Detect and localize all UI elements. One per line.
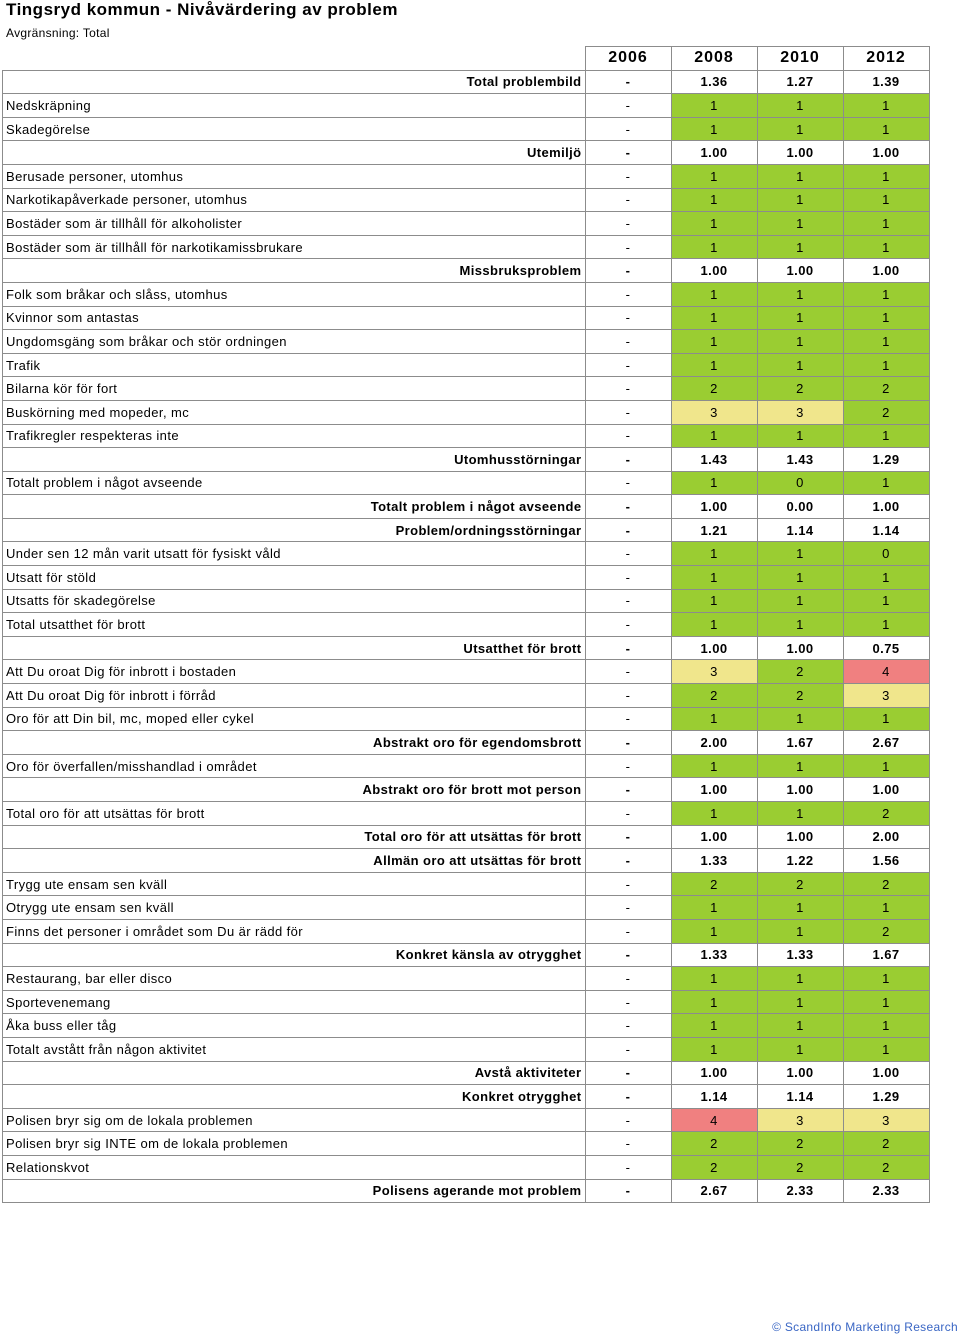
- value-cell-2012: 3: [843, 684, 929, 708]
- value-cell-2008: 1: [671, 1037, 757, 1061]
- row-label: Att Du oroat Dig för inbrott i förråd: [3, 684, 586, 708]
- value-cell-2006: -: [585, 212, 671, 236]
- row-label: Abstrakt oro för brott mot person: [3, 778, 586, 802]
- row-label: Oro för att Din bil, mc, moped eller cykel: [3, 707, 586, 731]
- value-cell-2008: 1.14: [671, 1085, 757, 1109]
- value-cell-2010: 1: [757, 919, 843, 943]
- value-cell-2008: 1: [671, 919, 757, 943]
- summary-row: [3, 70, 930, 94]
- table-row: [3, 542, 930, 566]
- value-cell-2008: 1: [671, 282, 757, 306]
- value-cell-2012: 2: [843, 377, 929, 401]
- row-label: Total oro för att utsättas för brott: [3, 825, 586, 849]
- value-cell-2008: 2: [671, 1155, 757, 1179]
- value-cell-2010: 1: [757, 613, 843, 637]
- summary-row: [3, 259, 930, 283]
- summary-row: [3, 849, 930, 873]
- value-cell-2012: 1.00: [843, 495, 929, 519]
- row-label: Narkotikapåverkade personer, utomhus: [3, 188, 586, 212]
- value-cell-2010: 1: [757, 424, 843, 448]
- row-label: Avstå aktiviteter: [3, 1061, 586, 1085]
- row-label: Bostäder som är tillhåll för narkotikamissbrukare: [3, 235, 586, 259]
- summary-row: [3, 518, 930, 542]
- value-cell-2006: -: [585, 353, 671, 377]
- value-cell-2006: -: [585, 306, 671, 330]
- row-label: Trygg ute ensam sen kväll: [3, 872, 586, 896]
- value-cell-2006: -: [585, 1179, 671, 1203]
- value-cell-2012: 0.75: [843, 636, 929, 660]
- value-cell-2012: 2: [843, 1155, 929, 1179]
- value-cell-2008: 1: [671, 235, 757, 259]
- value-cell-2006: -: [585, 188, 671, 212]
- summary-row: [3, 495, 930, 519]
- value-cell-2006: -: [585, 377, 671, 401]
- value-cell-2008: 2: [671, 872, 757, 896]
- value-cell-2010: 1.14: [757, 1085, 843, 1109]
- row-label: Nedskräpning: [3, 94, 586, 118]
- value-cell-2006: -: [585, 94, 671, 118]
- summary-row: [3, 141, 930, 165]
- value-cell-2006: -: [585, 566, 671, 590]
- row-label: Totalt problem i något avseende: [3, 471, 586, 495]
- year-header-2012: 2012: [843, 47, 929, 71]
- value-cell-2008: 2: [671, 377, 757, 401]
- value-cell-2010: 1: [757, 164, 843, 188]
- year-header-spacer: [3, 47, 586, 71]
- value-cell-2008: 1: [671, 967, 757, 991]
- value-cell-2006: -: [585, 259, 671, 283]
- table-row: [3, 1132, 930, 1156]
- value-cell-2006: -: [585, 589, 671, 613]
- value-cell-2008: 1: [671, 566, 757, 590]
- summary-row: [3, 943, 930, 967]
- row-label: Buskörning med mopeder, mc: [3, 400, 586, 424]
- value-cell-2008: 1: [671, 613, 757, 637]
- value-cell-2012: 1.56: [843, 849, 929, 873]
- value-cell-2010: 1: [757, 754, 843, 778]
- value-cell-2012: 1: [843, 306, 929, 330]
- value-cell-2008: 1: [671, 802, 757, 826]
- value-cell-2006: -: [585, 1037, 671, 1061]
- value-cell-2008: 3: [671, 400, 757, 424]
- value-cell-2008: 1: [671, 188, 757, 212]
- value-cell-2006: -: [585, 235, 671, 259]
- summary-row: [3, 1179, 930, 1203]
- table-row: [3, 967, 930, 991]
- year-header-row: [3, 47, 930, 71]
- row-label: Konkret känsla av otrygghet: [3, 943, 586, 967]
- value-cell-2006: -: [585, 754, 671, 778]
- value-cell-2010: 1.67: [757, 731, 843, 755]
- row-label: Kvinnor som antastas: [3, 306, 586, 330]
- table-row: [3, 896, 930, 920]
- row-label: Restaurang, bar eller disco: [3, 967, 586, 991]
- value-cell-2006: -: [585, 141, 671, 165]
- value-cell-2010: 1: [757, 990, 843, 1014]
- table-row: [3, 212, 930, 236]
- value-cell-2006: -: [585, 518, 671, 542]
- value-cell-2010: 1: [757, 1014, 843, 1038]
- value-cell-2010: 2: [757, 1155, 843, 1179]
- value-cell-2006: -: [585, 613, 671, 637]
- value-cell-2006: -: [585, 1061, 671, 1085]
- summary-row: [3, 778, 930, 802]
- row-label: Att Du oroat Dig för inbrott i bostaden: [3, 660, 586, 684]
- value-cell-2008: 1: [671, 306, 757, 330]
- value-cell-2012: 1: [843, 566, 929, 590]
- table-row: [3, 94, 930, 118]
- value-cell-2010: 1: [757, 566, 843, 590]
- value-cell-2006: -: [585, 707, 671, 731]
- row-label: Under sen 12 mån varit utsatt för fysiskt våld: [3, 542, 586, 566]
- value-cell-2012: 1.39: [843, 70, 929, 94]
- value-cell-2008: 1: [671, 896, 757, 920]
- table-row: [3, 613, 930, 637]
- value-cell-2010: 1: [757, 542, 843, 566]
- row-label: Åka buss eller tåg: [3, 1014, 586, 1038]
- value-cell-2008: 1: [671, 589, 757, 613]
- value-cell-2008: 2: [671, 684, 757, 708]
- value-cell-2006: -: [585, 164, 671, 188]
- value-cell-2006: -: [585, 731, 671, 755]
- value-cell-2006: -: [585, 896, 671, 920]
- row-label: Total problembild: [3, 70, 586, 94]
- table-row: [3, 424, 930, 448]
- value-cell-2012: 1: [843, 94, 929, 118]
- value-cell-2010: 1.00: [757, 1061, 843, 1085]
- table-row: [3, 1014, 930, 1038]
- value-cell-2006: -: [585, 424, 671, 448]
- value-cell-2010: 3: [757, 400, 843, 424]
- table-row: [3, 684, 930, 708]
- value-cell-2012: 1.00: [843, 778, 929, 802]
- row-label: Utemiljö: [3, 141, 586, 165]
- value-cell-2008: 1: [671, 117, 757, 141]
- table-row: [3, 660, 930, 684]
- value-cell-2010: 0: [757, 471, 843, 495]
- problem-level-table: [2, 46, 930, 1203]
- value-cell-2012: 1: [843, 282, 929, 306]
- row-label: Bilarna kör för fort: [3, 377, 586, 401]
- value-cell-2012: 1: [843, 471, 929, 495]
- value-cell-2012: 1: [843, 754, 929, 778]
- table-row: [3, 1108, 930, 1132]
- row-label: Finns det personer i området som Du är rädd för: [3, 919, 586, 943]
- value-cell-2008: 1: [671, 707, 757, 731]
- row-label: Problem/ordningsstörningar: [3, 518, 586, 542]
- value-cell-2006: -: [585, 448, 671, 472]
- value-cell-2012: 1.29: [843, 1085, 929, 1109]
- value-cell-2008: 1: [671, 164, 757, 188]
- row-label: Utsatt för stöld: [3, 566, 586, 590]
- table-row: [3, 1155, 930, 1179]
- value-cell-2012: 1: [843, 990, 929, 1014]
- value-cell-2006: -: [585, 943, 671, 967]
- year-header-2006: 2006: [585, 47, 671, 71]
- row-label: Utomhusstörningar: [3, 448, 586, 472]
- value-cell-2010: 1.27: [757, 70, 843, 94]
- value-cell-2012: 1: [843, 1014, 929, 1038]
- value-cell-2008: 1: [671, 754, 757, 778]
- value-cell-2012: 1: [843, 967, 929, 991]
- table-row: [3, 919, 930, 943]
- value-cell-2010: 1: [757, 589, 843, 613]
- value-cell-2006: -: [585, 330, 671, 354]
- value-cell-2008: 2.00: [671, 731, 757, 755]
- value-cell-2010: 1.00: [757, 636, 843, 660]
- value-cell-2010: 0.00: [757, 495, 843, 519]
- value-cell-2010: 1: [757, 282, 843, 306]
- row-label: Bostäder som är tillhåll för alkoholister: [3, 212, 586, 236]
- value-cell-2010: 1.43: [757, 448, 843, 472]
- row-label: Utsatthet för brott: [3, 636, 586, 660]
- table-row: [3, 589, 930, 613]
- value-cell-2010: 2: [757, 377, 843, 401]
- value-cell-2008: 1.33: [671, 943, 757, 967]
- value-cell-2006: -: [585, 400, 671, 424]
- value-cell-2010: 1: [757, 1037, 843, 1061]
- value-cell-2012: 1: [843, 707, 929, 731]
- value-cell-2012: 1: [843, 353, 929, 377]
- value-cell-2012: 1.00: [843, 1061, 929, 1085]
- row-label: Folk som bråkar och slåss, utomhus: [3, 282, 586, 306]
- value-cell-2006: -: [585, 660, 671, 684]
- row-label: Missbruksproblem: [3, 259, 586, 283]
- value-cell-2006: -: [585, 1132, 671, 1156]
- value-cell-2008: 1.36: [671, 70, 757, 94]
- row-label: Totalt problem i något avseende: [3, 495, 586, 519]
- summary-row: [3, 1061, 930, 1085]
- row-label: Sportevenemang: [3, 990, 586, 1014]
- value-cell-2008: 1.00: [671, 495, 757, 519]
- row-label: Polisen bryr sig INTE om de lokala problemen: [3, 1132, 586, 1156]
- row-label: Relationskvot: [3, 1155, 586, 1179]
- value-cell-2010: 1: [757, 802, 843, 826]
- value-cell-2012: 2: [843, 872, 929, 896]
- value-cell-2012: 2: [843, 802, 929, 826]
- value-cell-2010: 1: [757, 353, 843, 377]
- table-row: [3, 1037, 930, 1061]
- value-cell-2006: -: [585, 1155, 671, 1179]
- table-row: [3, 754, 930, 778]
- table-row: [3, 400, 930, 424]
- summary-row: [3, 1085, 930, 1109]
- value-cell-2008: 1: [671, 212, 757, 236]
- value-cell-2012: 2: [843, 400, 929, 424]
- value-cell-2010: 2: [757, 660, 843, 684]
- value-cell-2012: 1.00: [843, 259, 929, 283]
- value-cell-2006: -: [585, 1014, 671, 1038]
- value-cell-2012: 1: [843, 188, 929, 212]
- value-cell-2010: 1: [757, 896, 843, 920]
- value-cell-2008: 1.00: [671, 636, 757, 660]
- value-cell-2006: -: [585, 919, 671, 943]
- row-label: Allmän oro att utsättas för brott: [3, 849, 586, 873]
- value-cell-2006: -: [585, 802, 671, 826]
- value-cell-2010: 2: [757, 1132, 843, 1156]
- value-cell-2010: 1.00: [757, 825, 843, 849]
- value-cell-2006: -: [585, 872, 671, 896]
- table-row: [3, 330, 930, 354]
- value-cell-2008: 1: [671, 471, 757, 495]
- table-row: [3, 188, 930, 212]
- value-cell-2008: 3: [671, 660, 757, 684]
- value-cell-2012: 1.29: [843, 448, 929, 472]
- table-row: [3, 353, 930, 377]
- value-cell-2012: 1.00: [843, 141, 929, 165]
- summary-row: [3, 825, 930, 849]
- value-cell-2006: -: [585, 636, 671, 660]
- value-cell-2012: 0: [843, 542, 929, 566]
- value-cell-2008: 4: [671, 1108, 757, 1132]
- table-row: [3, 377, 930, 401]
- table-row: [3, 306, 930, 330]
- value-cell-2008: 1.00: [671, 825, 757, 849]
- value-cell-2010: 2.33: [757, 1179, 843, 1203]
- value-cell-2012: 1: [843, 589, 929, 613]
- row-label: Oro för överfallen/misshandlad i området: [3, 754, 586, 778]
- table-row: [3, 872, 930, 896]
- row-label: Total oro för att utsättas för brott: [3, 802, 586, 826]
- value-cell-2010: 1: [757, 330, 843, 354]
- value-cell-2010: 1.14: [757, 518, 843, 542]
- value-cell-2006: -: [585, 542, 671, 566]
- table-row: [3, 117, 930, 141]
- value-cell-2010: 2: [757, 872, 843, 896]
- value-cell-2012: 2.67: [843, 731, 929, 755]
- value-cell-2012: 1: [843, 896, 929, 920]
- value-cell-2010: 1: [757, 707, 843, 731]
- value-cell-2006: -: [585, 825, 671, 849]
- value-cell-2012: 1: [843, 424, 929, 448]
- value-cell-2012: 1: [843, 164, 929, 188]
- value-cell-2012: 1.67: [843, 943, 929, 967]
- table-row: [3, 282, 930, 306]
- value-cell-2006: -: [585, 471, 671, 495]
- value-cell-2012: 2.00: [843, 825, 929, 849]
- value-cell-2010: 1: [757, 117, 843, 141]
- value-cell-2010: 1: [757, 306, 843, 330]
- value-cell-2008: 1.00: [671, 259, 757, 283]
- row-label: Konkret otrygghet: [3, 1085, 586, 1109]
- value-cell-2008: 1.21: [671, 518, 757, 542]
- value-cell-2008: 1: [671, 424, 757, 448]
- value-cell-2010: 1: [757, 967, 843, 991]
- value-cell-2012: 1: [843, 117, 929, 141]
- value-cell-2012: 1: [843, 212, 929, 236]
- value-cell-2012: 4: [843, 660, 929, 684]
- row-label: Utsatts för skadegörelse: [3, 589, 586, 613]
- value-cell-2006: -: [585, 849, 671, 873]
- table-row: [3, 566, 930, 590]
- value-cell-2010: 3: [757, 1108, 843, 1132]
- value-cell-2010: 1: [757, 212, 843, 236]
- value-cell-2006: -: [585, 1085, 671, 1109]
- row-label: Total utsatthet för brott: [3, 613, 586, 637]
- value-cell-2012: 1: [843, 235, 929, 259]
- row-label: Ungdomsgäng som bråkar och stör ordningen: [3, 330, 586, 354]
- value-cell-2010: 1: [757, 94, 843, 118]
- value-cell-2006: -: [585, 117, 671, 141]
- value-cell-2008: 2.67: [671, 1179, 757, 1203]
- summary-row: [3, 731, 930, 755]
- row-label: Polisens agerande mot problem: [3, 1179, 586, 1203]
- table-row: [3, 235, 930, 259]
- value-cell-2006: -: [585, 70, 671, 94]
- value-cell-2008: 1.33: [671, 849, 757, 873]
- value-cell-2006: -: [585, 495, 671, 519]
- value-cell-2006: -: [585, 684, 671, 708]
- value-cell-2008: 1: [671, 330, 757, 354]
- table-body: [3, 47, 930, 1203]
- value-cell-2006: -: [585, 778, 671, 802]
- row-label: Abstrakt oro för egendomsbrott: [3, 731, 586, 755]
- value-cell-2010: 1.00: [757, 778, 843, 802]
- value-cell-2010: 1: [757, 188, 843, 212]
- value-cell-2010: 1.00: [757, 141, 843, 165]
- value-cell-2010: 1.22: [757, 849, 843, 873]
- copyright-footer: © ScandInfo Marketing Research: [772, 1320, 958, 1334]
- row-label: Polisen bryr sig om de lokala problemen: [3, 1108, 586, 1132]
- page-title: Tingsryd kommun - Nivåvärdering av problem: [6, 0, 398, 19]
- value-cell-2012: 2: [843, 1132, 929, 1156]
- table-row: [3, 802, 930, 826]
- value-cell-2012: 2.33: [843, 1179, 929, 1203]
- value-cell-2012: 1: [843, 1037, 929, 1061]
- value-cell-2010: 1: [757, 235, 843, 259]
- value-cell-2012: 1.14: [843, 518, 929, 542]
- value-cell-2008: 1: [671, 542, 757, 566]
- row-label: Trafikregler respekteras inte: [3, 424, 586, 448]
- value-cell-2006: -: [585, 967, 671, 991]
- summary-row: [3, 448, 930, 472]
- value-cell-2006: -: [585, 990, 671, 1014]
- value-cell-2010: 1.33: [757, 943, 843, 967]
- value-cell-2008: 2: [671, 1132, 757, 1156]
- table-row: [3, 990, 930, 1014]
- value-cell-2008: 1: [671, 1014, 757, 1038]
- row-label: Totalt avstått från någon aktivitet: [3, 1037, 586, 1061]
- row-label: Skadegörelse: [3, 117, 586, 141]
- value-cell-2008: 1: [671, 990, 757, 1014]
- value-cell-2012: 1: [843, 330, 929, 354]
- table-row: [3, 164, 930, 188]
- value-cell-2008: 1.00: [671, 778, 757, 802]
- value-cell-2008: 1: [671, 94, 757, 118]
- value-cell-2008: 1: [671, 353, 757, 377]
- row-label: Berusade personer, utomhus: [3, 164, 586, 188]
- value-cell-2010: 2: [757, 684, 843, 708]
- value-cell-2012: 2: [843, 919, 929, 943]
- row-label: Trafik: [3, 353, 586, 377]
- value-cell-2008: 1.00: [671, 1061, 757, 1085]
- year-header-2010: 2010: [757, 47, 843, 71]
- year-header-2008: 2008: [671, 47, 757, 71]
- row-label: Otrygg ute ensam sen kväll: [3, 896, 586, 920]
- table-row: [3, 707, 930, 731]
- value-cell-2006: -: [585, 1108, 671, 1132]
- value-cell-2012: 1: [843, 613, 929, 637]
- value-cell-2008: 1.43: [671, 448, 757, 472]
- value-cell-2010: 1.00: [757, 259, 843, 283]
- page-subtitle: Avgränsning: Total: [6, 26, 110, 40]
- value-cell-2008: 1.00: [671, 141, 757, 165]
- summary-row: [3, 636, 930, 660]
- value-cell-2012: 3: [843, 1108, 929, 1132]
- table-row: [3, 471, 930, 495]
- value-cell-2006: -: [585, 282, 671, 306]
